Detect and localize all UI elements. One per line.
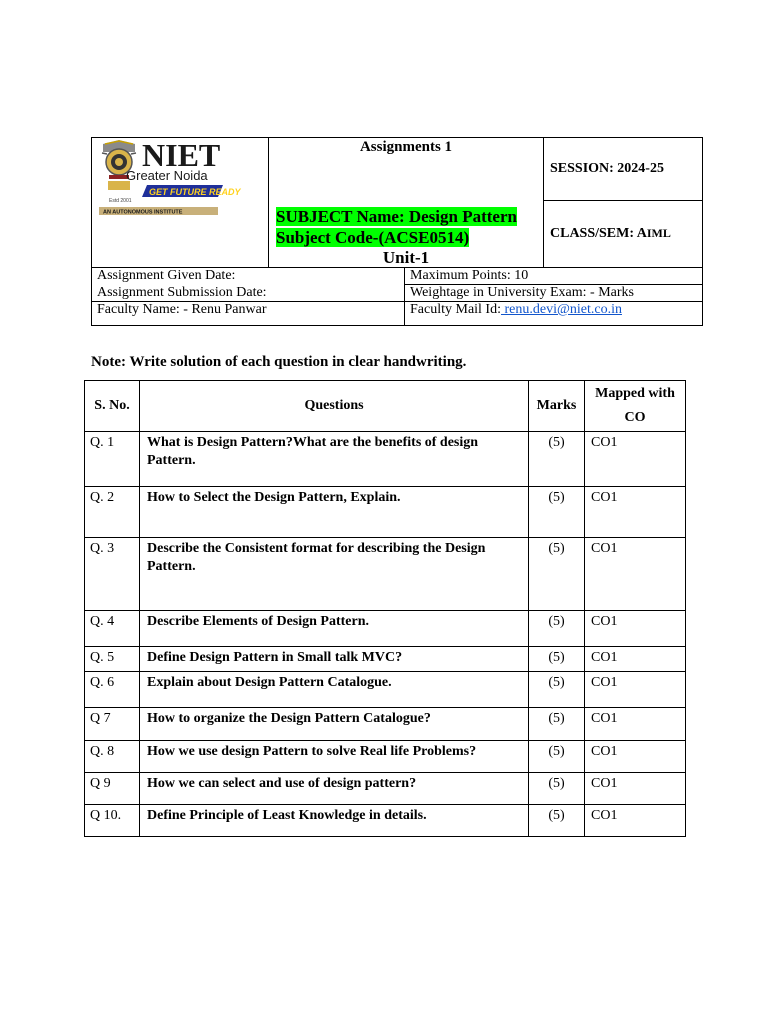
row-co: CO1 [585,773,686,805]
table-row [85,432,686,487]
class-label: CLASS/SEM: [550,226,637,242]
table-row [85,805,686,837]
row-marks: (5) [529,647,585,672]
table-row [85,672,686,708]
row-question: How we use design Pattern to solve Real life Problems? [140,741,529,773]
row-question: How we can select and use of design pattern? [140,773,529,805]
assignment-title: Assignments 1 [359,139,453,155]
header-marks: Marks [529,381,585,432]
header-table [91,137,703,268]
brand-text: NIET [142,137,221,173]
row-question: Define Principle of Least Knowledge in details. [140,805,529,837]
subject-block [276,206,517,248]
established-text: Estd 2001 [109,198,132,204]
session-label: SESSION: 2024-25 [550,161,664,177]
weightage-label: Weightage in University Exam: - Marks [405,285,703,302]
row-sno: Q. 5 [85,647,140,672]
tagline-text: GET FUTURE READY [149,187,241,197]
max-points-label: Maximum Points: 10 [405,268,703,285]
row-sno: Q. 2 [85,487,140,538]
row-marks: (5) [529,773,585,805]
header-mapped-co [585,381,686,432]
row-question: Define Design Pattern in Small talk MVC? [140,647,529,672]
row-sno: Q 9 [85,773,140,805]
row-sno: Q. 4 [85,611,140,647]
table-row [85,741,686,773]
header-questions: Questions [140,381,529,432]
row-question: Explain about Design Pattern Catalogue. [140,672,529,708]
row-co: CO1 [585,647,686,672]
row-sno: Q. 8 [85,741,140,773]
subject-name: SUBJECT Name: Design Pattern [276,207,517,226]
header-mapped-line2: CO [624,410,646,425]
faculty-mail-link[interactable]: renu.devi@niet.co.in [501,302,622,317]
row-question: What is Design Pattern?What are the benefits of design Pattern. [140,432,529,487]
autonomous-text: AN AUTONOMOUS INSTITUTE [103,209,183,216]
class-value-rest: IML [646,226,671,241]
row-co: CO1 [585,741,686,773]
row-marks: (5) [529,611,585,647]
unit-label: Unit-1 [382,248,430,267]
row-marks: (5) [529,672,585,708]
given-date-label: Assignment Given Date: [92,268,405,285]
row-co: CO1 [585,487,686,538]
class-cell [544,201,703,268]
row-question: How to Select the Design Pattern, Explain. [140,487,529,538]
city-text: Greater Noida [126,168,208,183]
questions-table [84,380,686,837]
row-co: CO1 [585,432,686,487]
row-sno: Q 7 [85,708,140,741]
row-sno: Q. 6 [85,672,140,708]
row-marks: (5) [529,741,585,773]
row-sno: Q 10. [85,805,140,837]
assignment-details-table [91,267,703,326]
logo-cell [92,138,269,268]
subject-code: Subject Code-(ACSE0514) [276,228,470,247]
table-row [85,647,686,672]
row-co: CO1 [585,538,686,611]
instruction-note: Note: Write solution of each question in clear handwriting. [91,354,467,370]
session-cell [544,138,703,201]
row-sno: Q. 3 [85,538,140,611]
faculty-name: Faculty Name: - Renu Panwar [92,302,405,326]
class-value-initial: A [636,226,647,242]
table-header-row [85,381,686,432]
table-row [85,708,686,741]
row-question: How to organize the Design Pattern Catalogue? [140,708,529,741]
row-marks: (5) [529,805,585,837]
row-question: Describe the Consistent format for describing the Design Pattern. [140,538,529,611]
table-row [85,487,686,538]
header-mapped-line1: Mapped with [595,386,675,401]
table-row [85,773,686,805]
row-question: Describe Elements of Design Pattern. [140,611,529,647]
faculty-mail-label: Faculty Mail Id: [410,302,501,317]
row-marks: (5) [529,432,585,487]
row-marks: (5) [529,487,585,538]
row-co: CO1 [585,672,686,708]
submission-date-label: Assignment Submission Date: [92,285,405,302]
table-row [85,611,686,647]
faculty-mail-cell [405,302,703,326]
table-row [85,538,686,611]
assignment-info-cell [269,138,544,268]
niet-logo [97,137,241,218]
row-co: CO1 [585,708,686,741]
header-sno: S. No. [85,381,140,432]
row-co: CO1 [585,805,686,837]
row-marks: (5) [529,708,585,741]
row-sno: Q. 1 [85,432,140,487]
row-marks: (5) [529,538,585,611]
row-co: CO1 [585,611,686,647]
